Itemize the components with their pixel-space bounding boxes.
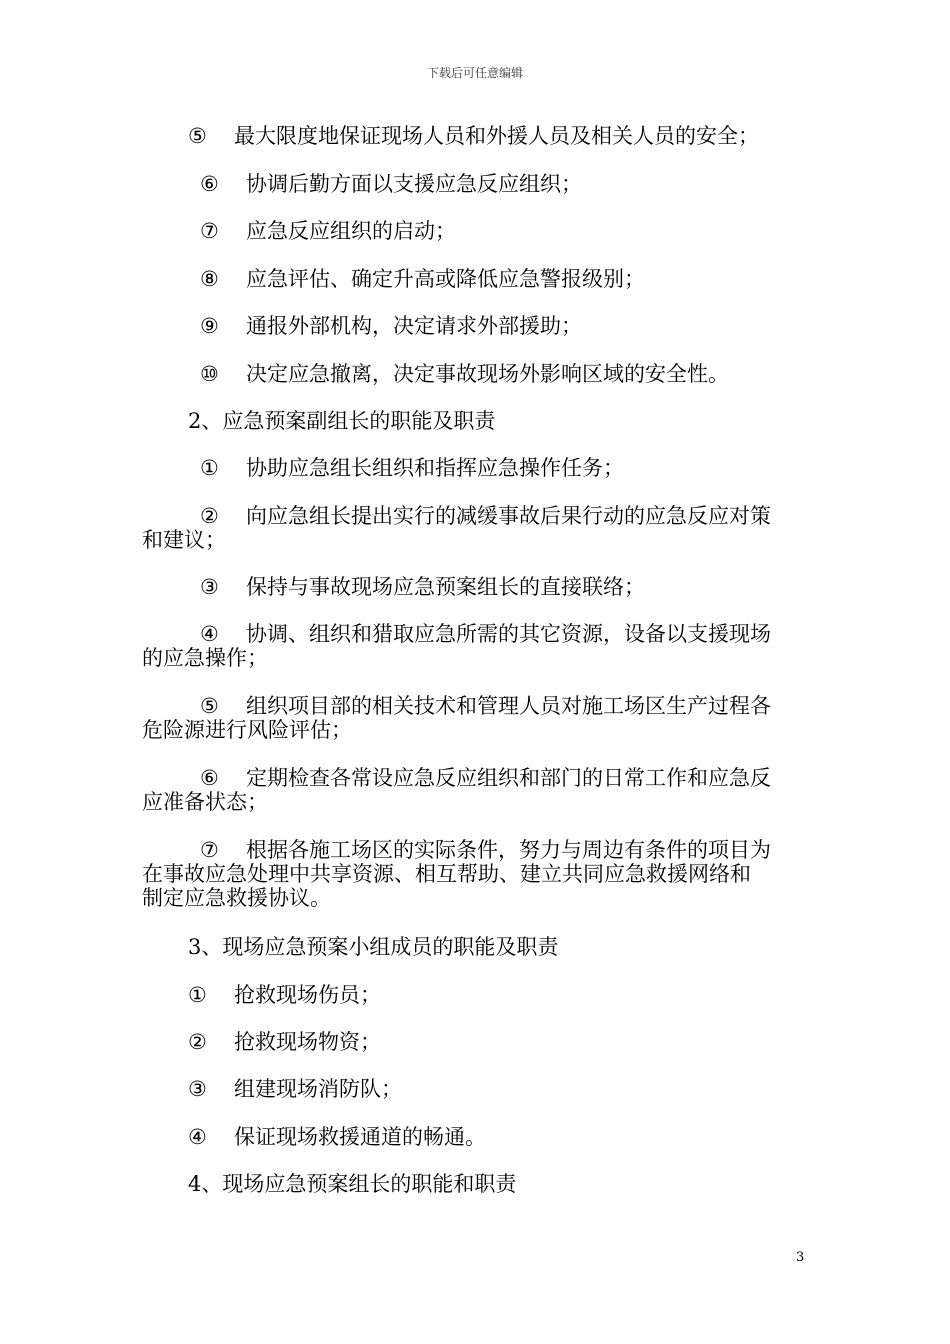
list-item (142, 838, 771, 910)
item-number: ② (188, 1030, 207, 1054)
item-text: 向应急组长提出实行的减缓事故后果行动的应急反应对策 (246, 504, 771, 528)
item-text: 协调后勤方面以支援应急反应组织； (246, 172, 582, 196)
item-number: ① (188, 983, 207, 1007)
list-item (142, 504, 771, 552)
list-item (188, 1125, 486, 1149)
item-text: 应急反应组织的启动； (246, 219, 456, 243)
list-item (188, 124, 759, 148)
section-heading: 4、现场应急预案组长的职能和职责 (188, 1172, 517, 1196)
item-text-continued: 制定应急救援协议。 (142, 886, 331, 910)
list-item (142, 766, 771, 814)
item-number: ④ (200, 622, 219, 646)
item-number: ③ (188, 1077, 207, 1101)
list-item (200, 172, 582, 196)
item-text-continued: 在事故应急处理中共享资源、相互帮助、建立共同应急救援网络和 (142, 862, 751, 886)
list-item (188, 1030, 381, 1054)
item-number: ⑧ (200, 267, 219, 291)
section-heading: 2、应急预案副组长的职能及职责 (188, 409, 496, 433)
list-item (200, 362, 729, 386)
item-text: 协助应急组长组织和指挥应急操作任务； (246, 456, 624, 480)
list-item (200, 219, 456, 243)
item-number: ⑨ (200, 314, 219, 338)
list-item (142, 694, 771, 742)
list-item (200, 267, 645, 291)
page-number: 3 (796, 1250, 805, 1265)
item-text: 应急评估、确定升高或降低应急警报级别； (246, 267, 645, 291)
list-item (200, 575, 645, 599)
item-text: 根据各施工场区的实际条件，努力与周边有条件的项目为 (246, 838, 771, 862)
item-text: 决定应急撤离，决定事故现场外影响区域的安全性。 (246, 362, 729, 386)
item-number: ⑤ (200, 694, 219, 718)
item-text-continued: 危险源进行风险评估； (142, 718, 352, 742)
item-text: 最大限度地保证现场人员和外援人员及相关人员的安全； (234, 124, 759, 148)
page-header: 下载后可任意编辑 (426, 66, 523, 80)
item-number: ③ (200, 575, 219, 599)
item-text: 抢救现场伤员； (234, 983, 381, 1007)
item-text-continued: 应准备状态； (142, 790, 268, 814)
item-number: ⑤ (188, 124, 207, 148)
item-text: 保证现场救援通道的畅通。 (234, 1125, 486, 1149)
item-number: ④ (188, 1125, 207, 1149)
item-number: ⑩ (200, 362, 219, 386)
item-text: 组织项目部的相关技术和管理人员对施工场区生产过程各 (246, 694, 771, 718)
item-number: ⑦ (200, 219, 219, 243)
list-item (142, 622, 771, 670)
list-item (188, 1077, 402, 1101)
item-text: 保持与事故现场应急预案组长的直接联络； (246, 575, 645, 599)
item-number: ⑦ (200, 838, 219, 862)
list-item (200, 314, 582, 338)
item-number: ⑥ (200, 172, 219, 196)
item-text: 定期检查各常设应急反应组织和部门的日常工作和应急反 (246, 766, 771, 790)
list-item (200, 456, 624, 480)
section-heading: 3、现场应急预案小组成员的职能及职责 (188, 935, 559, 959)
list-item (188, 983, 381, 1007)
item-number: ② (200, 504, 219, 528)
item-text-continued: 的应急操作； (142, 646, 268, 670)
item-text: 抢救现场物资； (234, 1030, 381, 1054)
item-text-continued: 和建议； (142, 528, 226, 552)
item-text: 通报外部机构，决定请求外部援助； (246, 314, 582, 338)
item-text: 协调、组织和猎取应急所需的其它资源，设备以支援现场 (246, 622, 771, 646)
item-number: ⑥ (200, 766, 219, 790)
item-number: ① (200, 456, 219, 480)
item-text: 组建现场消防队； (234, 1077, 402, 1101)
